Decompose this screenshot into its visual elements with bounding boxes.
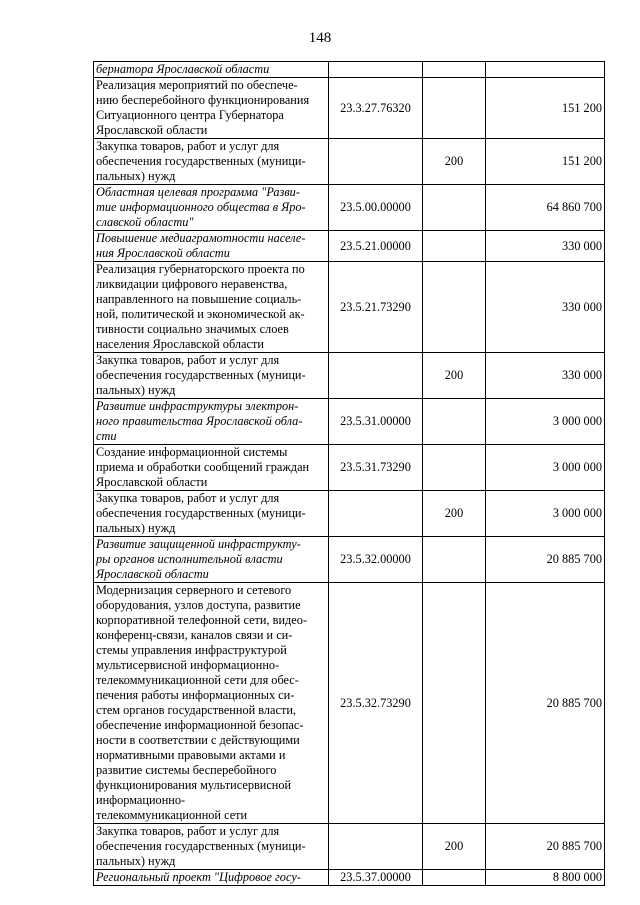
row-expense-type: [423, 583, 486, 824]
row-expense-type: [423, 62, 486, 78]
description-line: ной, политической и экономической ак-: [96, 307, 305, 321]
description-line: печения работы информационных си-: [96, 688, 295, 702]
description-line: пальных) нужд: [96, 521, 176, 535]
table-row: [94, 399, 605, 445]
row-target-code: [329, 353, 423, 399]
description-line: обеспечения государственных (муници-: [96, 154, 306, 168]
row-amount: 151 200: [486, 78, 605, 139]
row-target-code: 23.5.32.00000: [329, 537, 423, 583]
description-line: нормативными правовыми актами и: [96, 748, 286, 762]
row-amount: 3 000 000: [486, 399, 605, 445]
row-target-code: 23.5.21.73290: [329, 262, 423, 353]
table-row: [94, 491, 605, 537]
description-line: обеспечение информационной безопас-: [96, 718, 304, 732]
row-description: [94, 399, 329, 445]
description-line: Развитие инфраструктуры электрон-: [96, 399, 299, 413]
description-line: Ярославской области: [96, 567, 209, 581]
description-line: Реализация мероприятий по обеспече-: [96, 78, 298, 92]
row-expense-type: [423, 78, 486, 139]
page-number: 148: [308, 30, 332, 46]
row-target-code: 23.5.31.00000: [329, 399, 423, 445]
description-line: корпоративной телефонной сети, видео-: [96, 613, 307, 627]
table-row: [94, 231, 605, 262]
description-line: телекоммуникационной сети: [96, 808, 248, 822]
row-amount: 330 000: [486, 353, 605, 399]
row-amount: 3 000 000: [486, 491, 605, 537]
row-expense-type: [423, 399, 486, 445]
row-target-code: 23.5.32.73290: [329, 583, 423, 824]
row-description: [94, 824, 329, 870]
table-row: [94, 583, 605, 824]
row-description: [94, 262, 329, 353]
description-line: оборудования, узлов доступа, развитие: [96, 598, 301, 612]
description-line: пальных) нужд: [96, 854, 176, 868]
description-line: ного правительства Ярославской обла-: [96, 414, 303, 428]
row-expense-type: [423, 445, 486, 491]
row-description: [94, 185, 329, 231]
row-amount: 8 800 000: [486, 870, 605, 886]
row-amount: 64 860 700: [486, 185, 605, 231]
description-line: ликвидации цифрового неравенства,: [96, 277, 288, 291]
table-row: [94, 353, 605, 399]
description-line: Создание информационной системы: [96, 445, 288, 459]
row-expense-type: 200: [423, 824, 486, 870]
row-expense-type: [423, 185, 486, 231]
row-target-code: 23.5.21.00000: [329, 231, 423, 262]
row-target-code: 23.5.37.00000: [329, 870, 423, 886]
row-description: [94, 78, 329, 139]
description-line: стем органов государственной власти,: [96, 703, 296, 717]
description-line: Модернизация серверного и сетевого: [96, 583, 292, 597]
row-description: [94, 139, 329, 185]
description-line: пальных) нужд: [96, 383, 176, 397]
row-expense-type: [423, 870, 486, 886]
description-line: Закупка товаров, работ и услуг для: [96, 353, 280, 367]
row-description: [94, 445, 329, 491]
table-row: [94, 78, 605, 139]
table-row: [94, 824, 605, 870]
description-line: ности в соответствии с действующими: [96, 733, 300, 747]
table-row: [94, 445, 605, 491]
description-line: Ситуационного центра Губернатора: [96, 108, 284, 122]
description-line: Закупка товаров, работ и услуг для: [96, 824, 280, 838]
row-expense-type: [423, 231, 486, 262]
table-row: [94, 870, 605, 886]
row-description: [94, 583, 329, 824]
description-line: Развитие защищенной инфраструкту-: [96, 537, 301, 551]
description-line: тие информационного общества в Яро-: [96, 200, 306, 214]
description-line: Реализация губернаторского проекта по: [96, 262, 305, 276]
description-line: стемы управления инфраструктурой: [96, 643, 287, 657]
row-target-code: [329, 62, 423, 78]
description-line: Ярославской области: [96, 475, 208, 489]
row-target-code: 23.5.31.73290: [329, 445, 423, 491]
row-target-code: [329, 491, 423, 537]
row-description: [94, 537, 329, 583]
row-expense-type: [423, 262, 486, 353]
description-line: развитие системы бесперебойного: [96, 763, 277, 777]
row-expense-type: 200: [423, 491, 486, 537]
description-line: конференц-связи, каналов связи и си-: [96, 628, 293, 642]
table-row: [94, 62, 605, 78]
description-line: обеспечения государственных (муници-: [96, 368, 306, 382]
row-amount: 20 885 700: [486, 583, 605, 824]
row-amount: 330 000: [486, 231, 605, 262]
row-description: [94, 231, 329, 262]
table-row: [94, 262, 605, 353]
row-description: [94, 353, 329, 399]
row-expense-type: [423, 537, 486, 583]
table-row: [94, 139, 605, 185]
description-line: тивности социально значимых слоев: [96, 322, 289, 336]
row-amount: 3 000 000: [486, 445, 605, 491]
row-amount: 20 885 700: [486, 537, 605, 583]
row-expense-type: 200: [423, 353, 486, 399]
description-line: ния Ярославской области: [96, 246, 230, 260]
description-line: населения Ярославской области: [96, 337, 264, 351]
row-description: [94, 491, 329, 537]
description-line: пальных) нужд: [96, 169, 176, 183]
description-line: обеспечения государственных (муници-: [96, 839, 306, 853]
row-amount: [486, 62, 605, 78]
description-line: Региональный проект "Цифровое госу-: [96, 870, 301, 884]
description-line: славской области": [96, 215, 194, 229]
row-description: [94, 62, 329, 78]
description-line: функционирования мультисервисной: [96, 778, 292, 792]
description-line: бернатора Ярославской области: [96, 62, 270, 76]
description-line: обеспечения государственных (муници-: [96, 506, 306, 520]
row-target-code: 23.5.00.00000: [329, 185, 423, 231]
row-target-code: [329, 139, 423, 185]
row-amount: 20 885 700: [486, 824, 605, 870]
row-amount: 151 200: [486, 139, 605, 185]
description-line: нию бесперебойного функционирования: [96, 93, 310, 107]
budget-table-body: [94, 62, 605, 886]
row-expense-type: 200: [423, 139, 486, 185]
description-line: мультисервисной информационно-: [96, 658, 280, 672]
row-target-code: [329, 824, 423, 870]
budget-table: [93, 61, 605, 886]
table-row: [94, 537, 605, 583]
row-target-code: 23.3.27.76320: [329, 78, 423, 139]
row-amount: 330 000: [486, 262, 605, 353]
description-line: Областная целевая программа "Разви-: [96, 185, 300, 199]
description-line: информационно-: [96, 793, 186, 807]
description-line: Закупка товаров, работ и услуг для: [96, 139, 280, 153]
description-line: Повышение медиаграмотности населе-: [96, 231, 306, 245]
description-line: Закупка товаров, работ и услуг для: [96, 491, 280, 505]
description-line: ры органов исполнительной власти: [96, 552, 283, 566]
row-description: [94, 870, 329, 886]
description-line: телекоммуникационной сети для обес-: [96, 673, 299, 687]
description-line: приема и обработки сообщений граждан: [96, 460, 310, 474]
table-row: [94, 185, 605, 231]
description-line: Ярославской области: [96, 123, 208, 137]
description-line: направленного на повышение социаль-: [96, 292, 302, 306]
description-line: сти: [96, 429, 117, 443]
